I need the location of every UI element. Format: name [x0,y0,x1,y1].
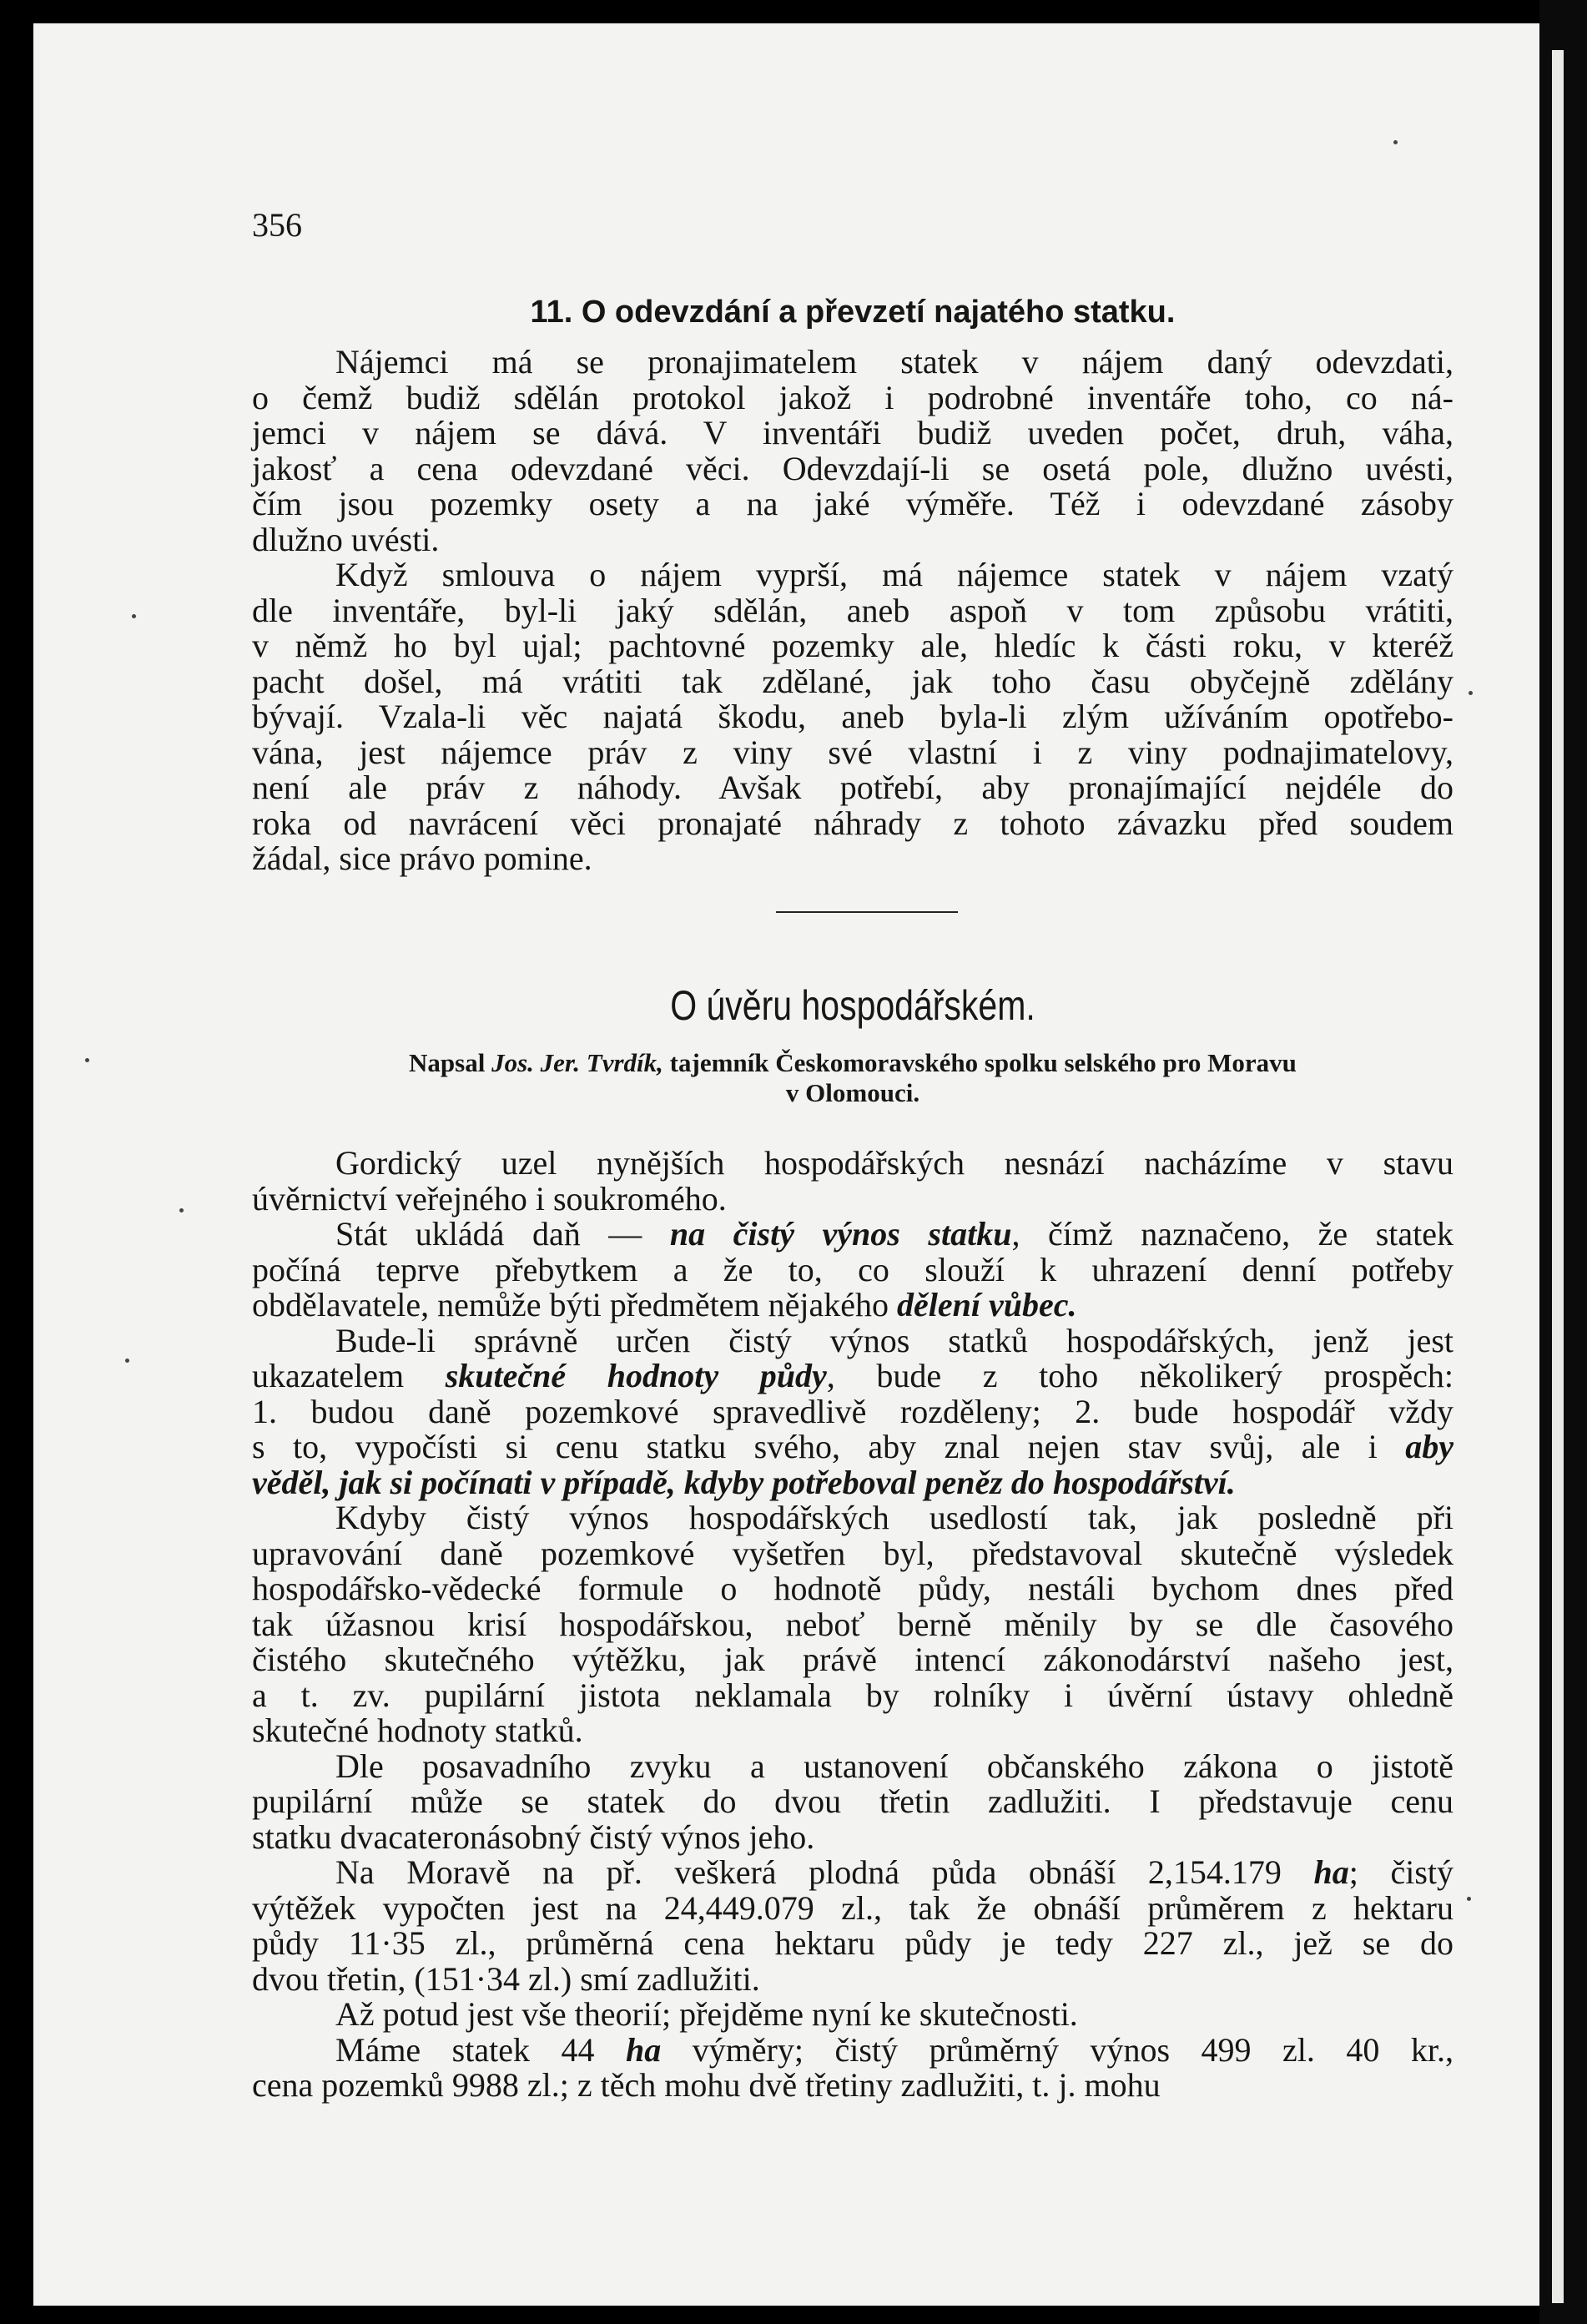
text-run: Dle posavadního zvyku a ustanovení občanského zákona o jistotě [335,1747,1453,1785]
text-run: cena pozemků 9988 zl.; z těch mohu dvě třetiny zadlužiti, t. j. mohu [252,2066,1161,2104]
text-line [252,1323,1453,1359]
page-number: 356 [252,206,302,244]
text-run: Na Moravě na př. veškerá plodná půda obnáší 2,154.179 [335,1853,1314,1891]
text-run: Stát ukládá daň — [335,1215,670,1253]
scan-speck [1467,1897,1471,1901]
text-line [252,1888,1453,1927]
text-line: dlužno uvésti. [252,520,440,558]
text-line [252,1926,1453,1962]
text-line: o čemž budiž sdělán protokol jakož i podrobné inventáře toho, co ná- [252,378,1453,416]
text-line [252,1713,1453,1749]
scan-speck [85,1058,89,1062]
text-run: obdělavatele, nemůže býti předmětem nějakého [252,1286,898,1323]
text-line: roka od navrácení věci pronajaté náhrady z tohoto závazku před soudem [252,804,1453,842]
text-run: hospodářsko-vědecké formule o hodnotě půdy, nestáli bychom dnes před [252,1570,1453,1607]
article-byline [252,1048,1453,1108]
emphasized-text: věděl, jak si počínati v případě, kdyby potřeboval peněz do hospodářství. [252,1463,1236,1501]
text-line: není ale práv z náhody. Avšak potřebí, aby pronajímající nejdéle do [252,769,1453,806]
article-body [252,1146,1453,2104]
text-run: s to, vypočísti si cenu statku svého, aby znal nejen stav svůj, ale i [252,1428,1406,1465]
emphasized-text: dělení vůbec. [897,1286,1077,1323]
text-line [252,2030,1453,2069]
text-line: čím jsou pozemky osety a na jaké výměře. Též i odevzdané zásoby [252,485,1453,522]
text-line [252,1959,1453,1998]
emphasized-text: ha [1313,1853,1349,1891]
text-line [252,1784,1453,1820]
section-heading: 11. O odevzdání a převzetí najatého statku. [530,295,1176,330]
text-run: dvou třetin, (151·34 zl.) smí zadlužiti. [252,1959,760,1998]
text-line [252,1536,1453,1572]
text-line: pacht došel, má vrátiti tak zdělané, jak toho času obyčejně zdělány [252,662,1453,700]
text-line [252,1288,1453,1323]
text-run: Bude-li správně určen čistý výnos statků hospodářských, jenž jest [335,1321,1453,1359]
text-run: a t. zv. pupilární jistota neklamala by rolníky i úvěrní ústavy ohledně [252,1676,1453,1714]
text-line [252,2068,1453,2104]
text-run: tak úžasnou krisí hospodářskou, neboť berně měnily by se dle časového [252,1605,1453,1643]
text-line [252,1500,1453,1536]
text-line [252,1855,1453,1891]
text-line [252,1394,1453,1430]
text-line [252,1607,1453,1643]
text-run: 1. budou daně pozemkové spravedlivě rozděleny; 2. bude hospodář vždy [252,1392,1453,1430]
text-line: vána, jest nájemce práv z viny své vlastní i z viny podnajimatelovy, [252,733,1453,771]
emphasized-text: na čistý výnos statku [669,1215,1012,1253]
text-run: upravování daně pozemkové vyšetřen byl, představoval skutečně výsledek [252,1534,1453,1572]
scan-speck [1393,140,1398,144]
text-line: Když smlouva o nájem vyprší, má nájemce statek v nájem vzatý [335,556,1453,593]
text-run: Máme statek 44 [335,2030,626,2069]
emphasized-text: ha [625,2030,662,2069]
text-line [252,1359,1453,1394]
byline-prefix: Napsal [409,1048,486,1077]
text-run: Až potud jest vše theorií; přejděme nyní ke skutečnosti. [335,1995,1078,2033]
text-run: Kdyby čistý výnos hospodářských usedlostí tak, jak posledně při [335,1499,1453,1536]
byline-first-line [252,1048,1453,1078]
text-run: čistého skutečného výtěžku, jak právě intencí zákonodárství našeho jest, [252,1641,1453,1678]
article-title: O úvěru hospodářském. [670,982,1035,1029]
scan-speck [179,1208,184,1212]
text-line: jakosť a cena odevzdané věci. Odevzdají-li se osetá pole, dlužno uvésti, [252,449,1453,487]
scan-speck [132,614,136,618]
text-run: statku dvacateronásobný čistý výnos jeho. [252,1817,815,1856]
byline-affiliation: tajemník Českomoravského spolku selského pro Moravu [669,1048,1297,1077]
page-sheet [33,23,1539,2306]
text-line [252,1642,1453,1678]
text-line: v němž ho byl ujal; pachtovné pozemky ale, hledíc k části roku, v kteréž [252,627,1453,664]
text-run: pupilární může se statek do dvou třetin zadlužiti. I představuje cenu [252,1782,1453,1820]
text-line: dle inventáře, byl-li jaký sdělán, aneb aspoň v tom způsobu vrátiti, [252,591,1453,629]
section-divider [776,911,958,913]
text-line [252,1571,1453,1607]
text-line [252,1217,1453,1253]
next-page-edge [1552,50,1564,2303]
text-run: skutečné hodnoty statků. [252,1711,583,1749]
text-line [252,1179,1453,1217]
text-run: ukazatelem [252,1357,446,1394]
text-run: ; čistý [1348,1853,1454,1891]
text-line: bývají. Vzala-li věc najatá škodu, aneb byla-li zlým užíváním opotřebo- [252,698,1453,735]
scan-speck [125,1359,129,1363]
text-run: výměry; čistý průměrný výnos 499 zl. 40 kr., [661,2030,1453,2069]
emphasized-text: skutečné hodnoty půdy [445,1357,827,1394]
text-line: jemci v nájem se dává. V inventáři budiž uveden počet, druh, váha, [252,414,1453,451]
text-line [252,1817,1453,1856]
text-run: výtěžek vypočten jest na 24,449.079 zl., tak že obnáší průměrem z hektaru [252,1888,1453,1927]
text-line [252,1749,1453,1785]
text-run: počíná teprve přebytkem a že to, co slouží k uhrazení denní potřeby [252,1250,1453,1288]
text-line [252,1429,1453,1465]
text-run: půdy 11·35 zl., průměrná cena hektaru půdy je tedy 227 zl., jež se do [252,1924,1453,1962]
text-line [252,1997,1453,2033]
text-line: žádal, sice právo pomine. [252,839,592,877]
text-run: úvěrnictví veřejného i soukromého. [252,1179,727,1217]
text-run: , bude z toho několikerý prospěch: [826,1357,1454,1394]
text-run: , čímž naznačeno, že statek [1011,1215,1454,1253]
text-line [252,1146,1453,1182]
section-body [252,345,1453,877]
byline-place: v Olomouci. [785,1078,920,1107]
emphasized-text: aby [1405,1428,1453,1465]
text-line [252,1678,1453,1714]
text-line: Nájemci má se pronajimatelem statek v nájem daný odevzdati, [335,343,1453,381]
text-line [252,1465,1453,1501]
text-run: Gordický uzel nynějších hospodářských nesnází nacházíme v stavu [335,1144,1453,1182]
byline-author: Jos. Jer. Tvrdík, [491,1048,663,1077]
text-line [252,1250,1453,1288]
scan-speck [1469,691,1473,695]
